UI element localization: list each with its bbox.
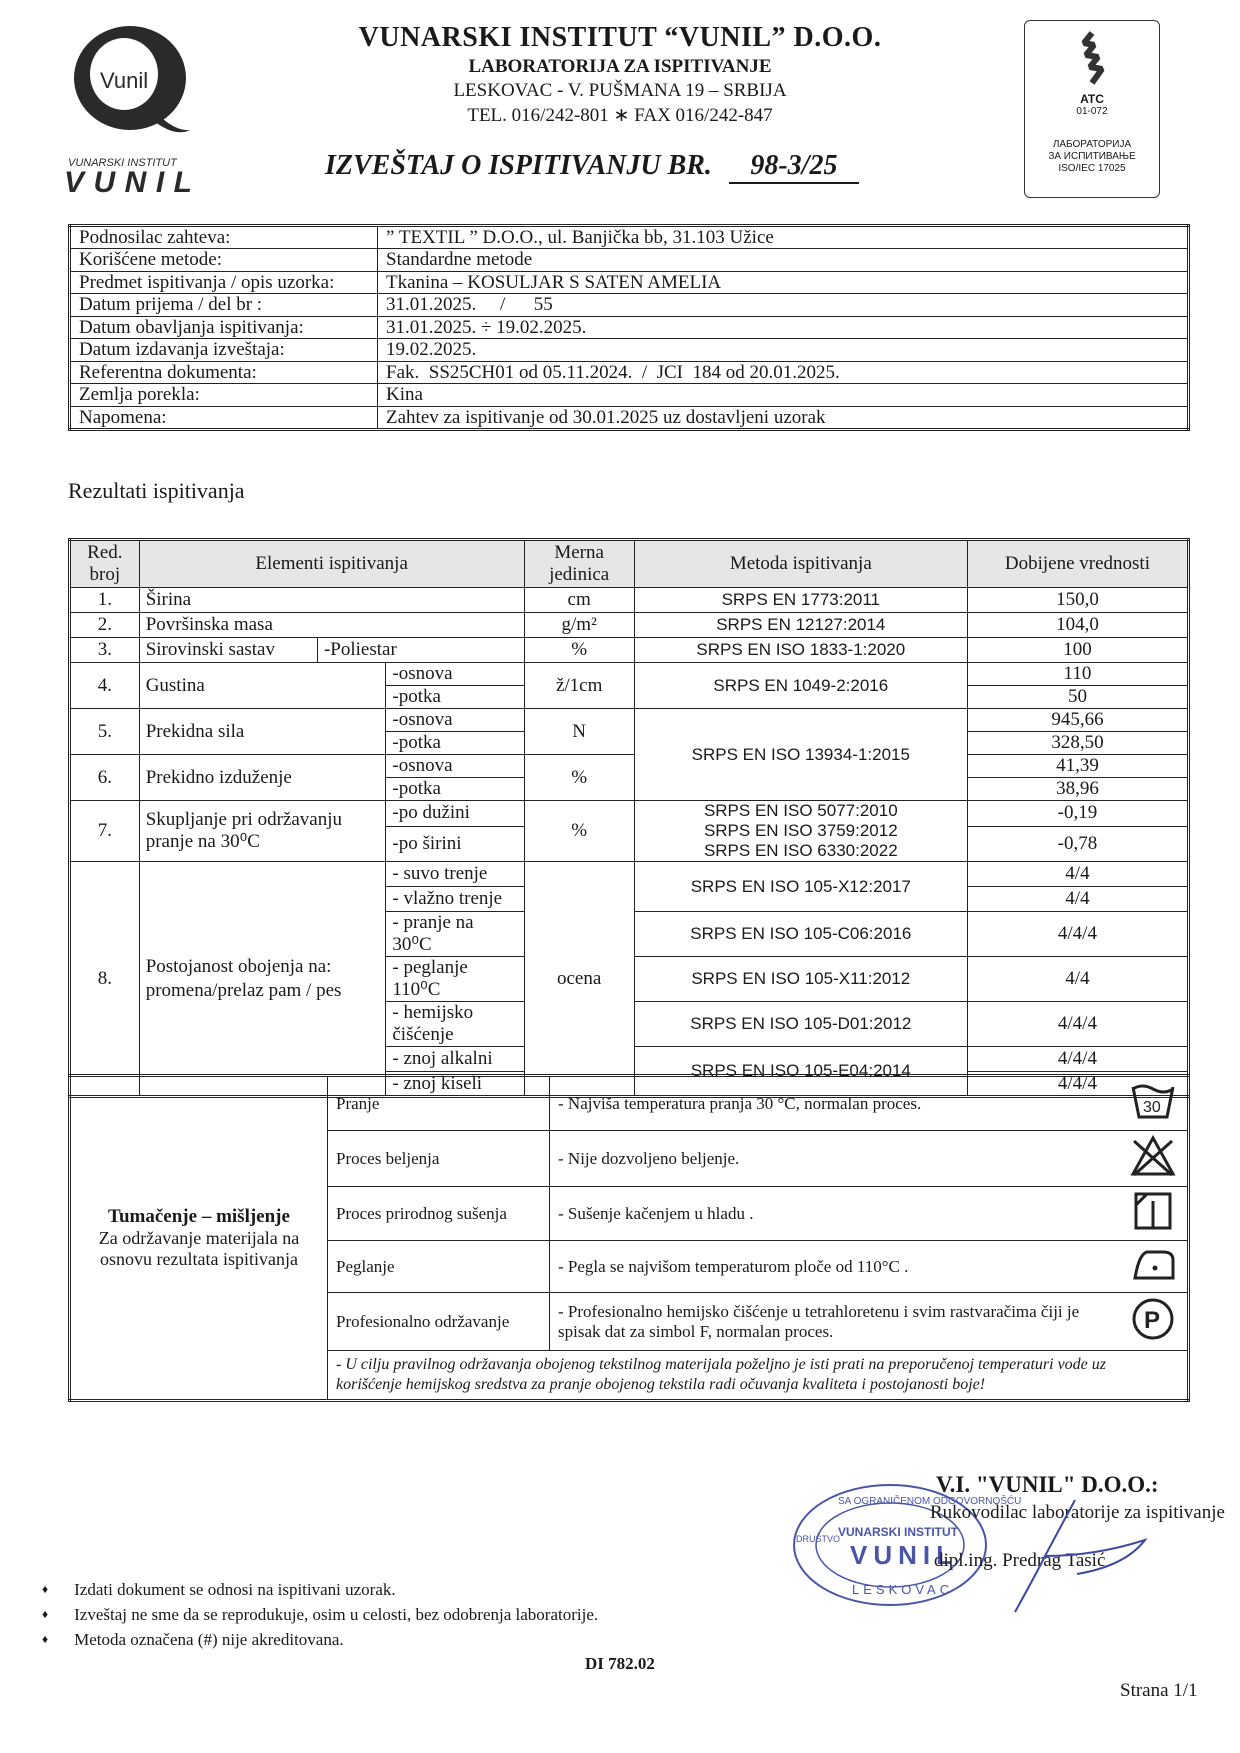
footer-note: ♦ Metoda označena (#) nije akreditovana. (42, 1628, 598, 1653)
lab-name: LABORATORIJA ZA ISPITIVANJE (468, 56, 772, 77)
report-title (325, 150, 859, 184)
row-value: 100 (967, 638, 1188, 663)
request-info-table (68, 224, 1190, 431)
row-value: 4/4/4 (967, 1072, 1188, 1097)
row-sub: - vlažno trenje (386, 887, 524, 912)
info-row (70, 271, 1189, 294)
signature-company: V.I. "VUNIL" D.O.O.: (936, 1472, 1159, 1497)
care-row (70, 1076, 1189, 1131)
row-value: 4/4 (967, 887, 1188, 912)
header (300, 22, 940, 127)
info-row (70, 339, 1189, 362)
row-value: 4/4 (967, 862, 1188, 887)
row-sub: - znoj alkalni (386, 1047, 524, 1072)
info-label: Datum prijema / del br : (70, 294, 378, 317)
care-text: - Profesionalno hemijsko čišćenje u tetrahloretenu i svim rastvaračima čiji je spisak dat za simbol F, normalan proces. (550, 1293, 1119, 1351)
row-sub: - pranje na 30⁰C (386, 912, 524, 957)
result-row (70, 709, 1189, 732)
row-value: 50 (967, 686, 1188, 709)
info-value: Standardne metode (378, 249, 1189, 272)
footer-note: ♦ Izveštaj ne sme da se reprodukuje, osim u celosti, bez odobrenja laboratorije. (42, 1603, 598, 1628)
atc-label: ATC (1080, 92, 1104, 106)
row-no: 2. (70, 613, 140, 638)
svg-text:Vunil: Vunil (100, 68, 149, 93)
phone: TEL. 016/242-801 ∗ FAX 016/242-847 (467, 105, 773, 126)
info-value: Tkanina – KOSULJAR S SATEN AMELIA (378, 271, 1189, 294)
row-method: SRPS EN ISO 13934-1:2015 (634, 709, 967, 801)
info-value: Fak. SS25CH01 od 05.11.2024. / JCI 184 od 20.01.2025. (378, 361, 1189, 384)
care-title: Tumačenje – mišljenje (108, 1206, 290, 1227)
row-element: Sirovinski sastav (139, 638, 317, 663)
care-subtitle: Za održavanje materijala na osnovu rezultata ispitivanja (98, 1228, 300, 1269)
row-sub: -osnova (386, 755, 524, 778)
row-sub: - suvo trenje (386, 862, 524, 887)
info-label: Referentna dokumenta: (70, 361, 378, 384)
row-sub: -potka (386, 778, 524, 801)
row-element: Gustina (139, 663, 386, 709)
row-sub: - hemijsko čišćenje (386, 1002, 524, 1047)
signature-role: Rukovodilac laboratorije za ispitivanje (930, 1502, 1225, 1523)
row-unit: ž/1cm (524, 663, 634, 709)
info-value: ” TEXTIL ” D.O.O., ul. Banjička bb, 31.103 Užice (378, 226, 1189, 249)
care-label: Proces beljenja (328, 1131, 550, 1187)
info-value: 31.01.2025. ÷ 19.02.2025. (378, 316, 1189, 339)
info-value: Zahtev za ispitivanje od 30.01.2025 uz dostavljeni uzorak (378, 406, 1189, 429)
info-label: Datum obavljanja ispitivanja: (70, 316, 378, 339)
result-row (70, 588, 1189, 613)
row-no: 3. (70, 638, 140, 663)
info-row (70, 316, 1189, 339)
row-value: 110 (967, 663, 1188, 686)
row-method: SRPS EN 12127:2014 (634, 613, 967, 638)
row-unit: ocena (524, 862, 634, 1097)
row-value: 4/4/4 (967, 1002, 1188, 1047)
row-value: 41,39 (967, 755, 1188, 778)
row-value: -0,19 (967, 801, 1188, 827)
svg-text:P: P (1143, 1307, 1160, 1334)
no-bleach-icon (1119, 1131, 1189, 1187)
info-label: Predmet ispitivanja / opis uzorka: (70, 271, 378, 294)
atc-lab-line2: ЗА ИСПИТИВАЊЕ (1048, 151, 1136, 162)
svg-text:SA OGRANIČENOM ODGOVORNOŠĆU: SA OGRANIČENOM ODGOVORNOŠĆU (838, 1496, 1022, 1507)
row-element: Širina (139, 588, 524, 613)
info-label: Napomena: (70, 406, 378, 429)
row-value: 150,0 (967, 588, 1188, 613)
row-value: 4/4/4 (967, 1047, 1188, 1072)
page-number: Strana 1/1 (1120, 1680, 1198, 1701)
row-method: SRPS EN ISO 105-E04:2014 (634, 1047, 967, 1097)
info-row (70, 249, 1189, 272)
row-element: Površinska masa (139, 613, 524, 638)
atc-logo-icon (1025, 31, 1159, 90)
results-header-row (70, 540, 1189, 588)
row-method: SRPS EN ISO 105-D01:2012 (634, 1002, 967, 1047)
institute-logo (62, 20, 202, 200)
row-method: SRPS EN 1049-2:2016 (634, 663, 967, 709)
document-code: DI 782.02 (585, 1654, 655, 1673)
results-table (68, 538, 1190, 1098)
info-row (70, 294, 1189, 317)
row-method: SRPS EN ISO 105-X12:2017 (634, 862, 967, 912)
row-sub: -potka (386, 686, 524, 709)
row-sub: -potka (386, 732, 524, 755)
care-text: - Nije dozvoljeno beljenje. (550, 1131, 1119, 1187)
col-no: Red. broj (70, 540, 140, 588)
results-heading: Rezultati ispitivanja (68, 478, 245, 503)
row-method (634, 801, 967, 862)
footer-notes (42, 1578, 598, 1653)
row-method: SRPS EN ISO 1833-1:2020 (634, 638, 967, 663)
row-no: 8. (70, 862, 140, 1097)
row-no: 4. (70, 663, 140, 709)
report-title-text: IZVEŠTAJ O ISPITIVANJU BR. (325, 150, 712, 181)
result-row (70, 801, 1189, 827)
row-method: SRPS EN ISO 105-X11:2012 (634, 957, 967, 1002)
report-number: 98-3/25 (729, 150, 859, 184)
row-sub: -Poliestar (317, 638, 524, 663)
row-value: 328,50 (967, 732, 1188, 755)
info-label: Zemlja porekla: (70, 384, 378, 407)
row-unit: g/m² (524, 613, 634, 638)
wash-30-icon (1119, 1076, 1189, 1131)
info-label: Datum izdavanja izveštaja: (70, 339, 378, 362)
care-instructions-table (68, 1074, 1190, 1402)
row-unit: N (524, 709, 634, 755)
result-row (70, 638, 1189, 663)
row-method-line: SRPS EN ISO 5077:2010 (703, 801, 898, 820)
row-value: 945,66 (967, 709, 1188, 732)
care-note: - U cilju pravilnog održavanja obojenog tekstilnog materijala poželjno je isti prati na preporučenoj temperaturi vode uz korišćenje hemijskog sredstva za pranje obojenog tekstila radi očuvanja kvaliteta i postojanosti boje! (328, 1351, 1189, 1401)
row-method-line: SRPS EN ISO 6330:2022 (703, 841, 898, 860)
row-value: 104,0 (967, 613, 1188, 638)
care-interpretation (70, 1076, 328, 1401)
row-element: Prekidno izduženje (139, 755, 386, 801)
row-sub: -po dužini (386, 801, 524, 827)
col-method: Metoda ispitivanja (634, 540, 967, 588)
row-unit: % (524, 755, 634, 801)
col-unit: Merna jedinica (524, 540, 634, 588)
result-row (70, 862, 1189, 887)
logo-text: VUNARSKI INSTITUT (68, 157, 177, 169)
row-value: 38,96 (967, 778, 1188, 801)
atc-number: 01-072 (1076, 106, 1108, 117)
care-label: Peglanje (328, 1241, 550, 1293)
row-method-line: SRPS EN ISO 3759:2012 (703, 821, 898, 840)
info-label: Korišćene metode: (70, 249, 378, 272)
iron-low-icon (1119, 1241, 1189, 1293)
row-unit: % (524, 801, 634, 862)
svg-text:VUNIL: VUNIL (64, 166, 192, 199)
institute-name: VUNARSKI INSTITUT “VUNIL” D.O.O. (358, 22, 882, 53)
signature-name: dipl.ing. Predrag Tasić (934, 1550, 1106, 1571)
care-label: Pranje (328, 1076, 550, 1131)
row-no: 7. (70, 801, 140, 862)
row-sub: - znoj kiseli (386, 1072, 524, 1097)
row-value: -0,78 (967, 826, 1188, 861)
result-row (70, 755, 1189, 778)
row-value: 4/4 (967, 957, 1188, 1002)
result-row (70, 613, 1189, 638)
row-no: 5. (70, 709, 140, 755)
handwritten-signature (1005, 1496, 1155, 1621)
info-row (70, 406, 1189, 429)
atc-iso: ISO/IEC 17025 (1058, 163, 1126, 174)
atc-lab-line1: ЛАБОРАТОРИЈА (1052, 139, 1132, 150)
care-text: - Pegla se najvišom temperaturom ploče od 110°C . (550, 1241, 1119, 1293)
footer-note: ♦ Izdati dokument se odnosi na ispitivani uzorak. (42, 1578, 598, 1603)
row-value: 4/4/4 (967, 912, 1188, 957)
line-dry-shade-icon (1119, 1187, 1189, 1241)
row-method: SRPS EN ISO 105-C06:2016 (634, 912, 967, 957)
info-label: Podnosilac zahteva: (70, 226, 378, 249)
info-row (70, 226, 1189, 249)
col-element: Elementi ispitivanja (139, 540, 524, 588)
row-element: Skupljanje pri održavanju pranje na 30⁰C (139, 801, 386, 862)
row-element: Postojanost obojenja na: promena/prelaz pam / pes (139, 862, 386, 1097)
row-unit: % (524, 638, 634, 663)
svg-text:DRUŠTVO: DRUŠTVO (796, 1534, 841, 1544)
row-element: Prekidna sila (139, 709, 386, 755)
row-no: 6. (70, 755, 140, 801)
care-label: Profesionalno održavanje (328, 1293, 550, 1351)
row-sub: - peglanje 110⁰C (386, 957, 524, 1002)
svg-text:VUNARSKI INSTITUT: VUNARSKI INSTITUT (838, 1525, 958, 1539)
row-method: SRPS EN 1773:2011 (634, 588, 967, 613)
row-sub: -osnova (386, 709, 524, 732)
info-row (70, 384, 1189, 407)
info-value: Kina (378, 384, 1189, 407)
address: LESKOVAC - V. PUŠMANA 19 – SRBIJA (453, 80, 787, 101)
care-label: Proces prirodnog sušenja (328, 1187, 550, 1241)
result-row (70, 663, 1189, 686)
col-value: Dobijene vrednosti (967, 540, 1188, 588)
care-text: - Najviša temperatura pranja 30 °C, normalan proces. (550, 1076, 1119, 1131)
svg-text:VUNIL: VUNIL (850, 1540, 958, 1570)
accreditation-badge (1024, 20, 1160, 198)
info-row (70, 361, 1189, 384)
row-sub: -osnova (386, 663, 524, 686)
info-value: 31.01.2025. / 55 (378, 294, 1189, 317)
care-text: - Sušenje kačenjem u hladu . (550, 1187, 1119, 1241)
row-no: 1. (70, 588, 140, 613)
row-unit: cm (524, 588, 634, 613)
svg-text:LESKOVAC: LESKOVAC (852, 1582, 954, 1597)
dry-clean-p-icon (1119, 1293, 1189, 1351)
row-sub: -po širini (386, 826, 524, 861)
info-value: 19.02.2025. (378, 339, 1189, 362)
svg-text:30: 30 (1142, 1099, 1161, 1116)
